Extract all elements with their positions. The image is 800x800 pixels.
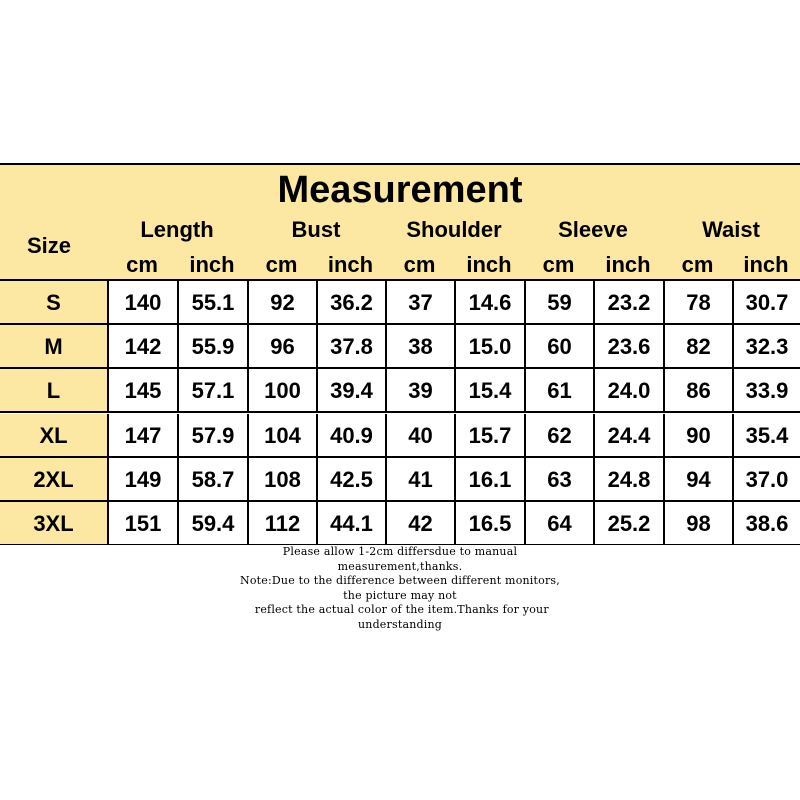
value-cell: 41 [385, 458, 454, 502]
value-cell: 149 [107, 458, 177, 502]
table-row [0, 458, 800, 502]
group-header-bust: Bust [291, 217, 341, 242]
value-cell: 108 [247, 458, 316, 502]
group-header-sleeve: Sleeve [558, 217, 628, 242]
value-cell: 92 [247, 281, 316, 325]
value-cell: 145 [107, 369, 177, 413]
group-header-waist: Waist [702, 217, 760, 242]
value-cell: 24.4 [593, 414, 663, 458]
value-cell: 23.6 [593, 325, 663, 369]
value-cell: 58.7 [177, 458, 247, 502]
value-cell: 16.5 [454, 502, 524, 546]
note-line: Note:Due to the difference between different monitors, [240, 574, 560, 587]
value-cell: 14.6 [454, 281, 524, 325]
value-cell: 55.9 [177, 325, 247, 369]
value-cell: 98 [663, 502, 732, 546]
note-line: the picture may not [343, 588, 457, 602]
value-cell: 39 [385, 369, 454, 413]
value-cell: 39.4 [316, 369, 385, 413]
note-line: understanding [358, 617, 442, 631]
size-cell: M [0, 325, 107, 369]
group-header-length: Length [140, 217, 214, 242]
unit-header-inch: inch [189, 252, 235, 277]
value-cell: 16.1 [454, 458, 524, 502]
value-cell: 57.9 [177, 414, 247, 458]
value-cell: 96 [247, 325, 316, 369]
value-cell: 15.7 [454, 414, 524, 458]
value-cell: 30.7 [732, 281, 800, 325]
value-cell: 60 [524, 325, 593, 369]
value-cell: 82 [663, 325, 732, 369]
value-cell: 61 [524, 369, 593, 413]
unit-header-inch: inch [605, 252, 651, 277]
unit-header-cm: cm [126, 252, 158, 277]
value-cell: 57.1 [177, 369, 247, 413]
value-cell: 37 [385, 281, 454, 325]
chart-title: Measurement [277, 169, 523, 211]
value-cell: 24.8 [593, 458, 663, 502]
value-cell: 38 [385, 325, 454, 369]
value-cell: 94 [663, 458, 732, 502]
value-cell: 147 [107, 414, 177, 458]
size-cell: XL [0, 414, 107, 458]
value-cell: 59 [524, 281, 593, 325]
unit-header-inch: inch [466, 252, 512, 277]
value-cell: 38.6 [732, 502, 800, 546]
table-row [0, 325, 800, 369]
value-cell: 44.1 [316, 502, 385, 546]
value-cell: 40 [385, 414, 454, 458]
note-area [0, 544, 800, 632]
value-cell: 24.0 [593, 369, 663, 413]
value-cell: 33.9 [732, 369, 800, 413]
value-cell: 42.5 [316, 458, 385, 502]
size-chart [0, 163, 800, 632]
value-cell: 36.2 [316, 281, 385, 325]
unit-header-inch: inch [743, 252, 789, 277]
unit-header-inch: inch [327, 252, 374, 277]
table-row [0, 281, 800, 325]
note-line: reflect the actual color of the item.Thanks for your [251, 603, 549, 616]
table-row [0, 414, 800, 458]
value-cell: 62 [524, 414, 593, 458]
value-cell: 64 [524, 502, 593, 546]
value-cell: 55.1 [177, 281, 247, 325]
size-cell: L [0, 369, 107, 413]
value-cell: 40.9 [316, 414, 385, 458]
note-line: measurement,thanks. [337, 559, 463, 573]
size-cell: 2XL [0, 458, 107, 502]
value-cell: 90 [663, 414, 732, 458]
value-cell: 142 [107, 325, 177, 369]
value-cell: 104 [247, 414, 316, 458]
size-cell: S [0, 281, 107, 325]
group-header-shoulder: Shoulder [406, 217, 502, 242]
value-cell: 63 [524, 458, 593, 502]
value-cell: 37.0 [732, 458, 800, 502]
value-cell: 59.4 [177, 502, 247, 546]
unit-header-cm: cm [403, 252, 436, 277]
value-cell: 23.2 [593, 281, 663, 325]
table-row [0, 369, 800, 413]
note-line: Please allow 1-2cm differsdue to manual [282, 545, 518, 558]
size-column-header: Size [26, 233, 72, 258]
value-cell: 100 [247, 369, 316, 413]
value-cell: 42 [385, 502, 454, 546]
value-cell: 112 [247, 502, 316, 546]
value-cell: 35.4 [732, 414, 800, 458]
value-cell: 140 [107, 281, 177, 325]
value-cell: 25.2 [593, 502, 663, 546]
value-cell: 86 [663, 369, 732, 413]
value-cell: 78 [663, 281, 732, 325]
value-cell: 15.4 [454, 369, 524, 413]
unit-header-cm: cm [265, 252, 298, 277]
size-cell: 3XL [0, 502, 107, 546]
value-cell: 32.3 [732, 325, 800, 369]
unit-header-cm: cm [542, 252, 575, 277]
chart-header [0, 165, 800, 279]
unit-header-cm: cm [681, 252, 714, 277]
measurement-table [0, 279, 800, 544]
value-cell: 15.0 [454, 325, 524, 369]
table-row [0, 502, 800, 546]
value-cell: 151 [107, 502, 177, 546]
value-cell: 37.8 [316, 325, 385, 369]
